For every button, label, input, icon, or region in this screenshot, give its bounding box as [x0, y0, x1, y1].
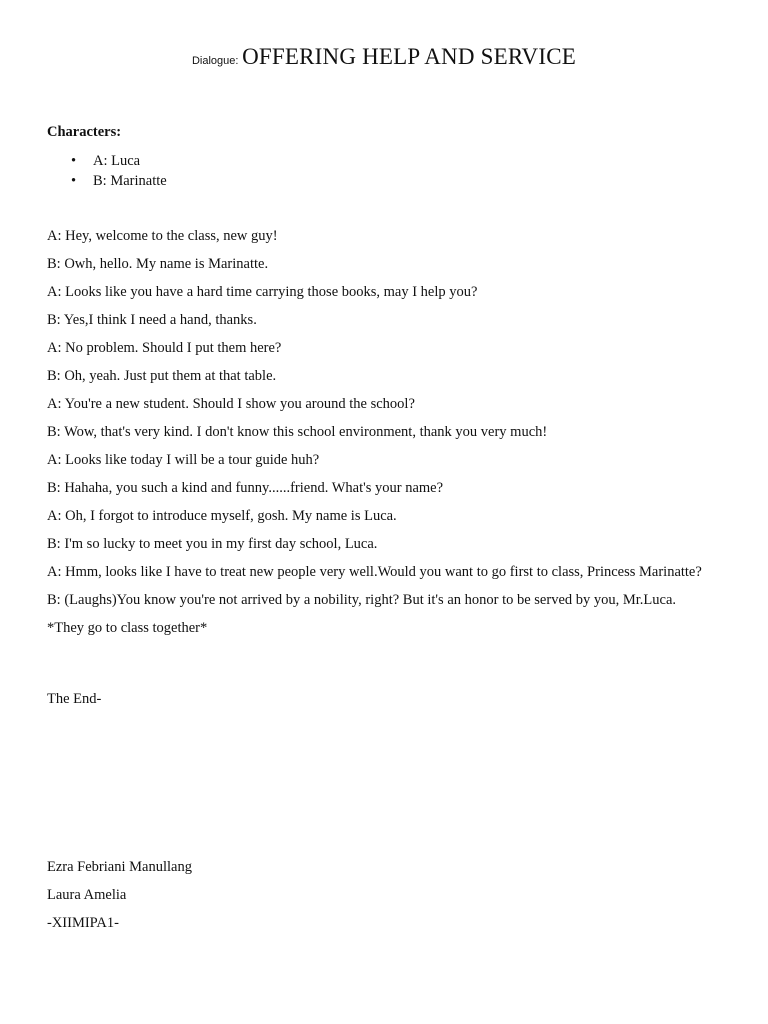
- document-title: [0, 44, 768, 70]
- dialogue-line: A: Looks like you have a hard time carrying those books, may I help you?: [47, 284, 478, 300]
- dialogue-line: B: Oh, yeah. Just put them at that table.: [47, 368, 277, 384]
- dialogue-line: B: Wow, that's very kind. I don't know this school environment, thank you very much!: [47, 424, 548, 440]
- dialogue-line: B: Hahaha, you such a kind and funny......friend. What's your name?: [47, 480, 444, 496]
- dialogue-line: A: You're a new student. Should I show you around the school?: [47, 396, 415, 412]
- bullet-icon: •: [71, 153, 77, 169]
- bullet-icon: •: [71, 173, 77, 189]
- dialogue-line: B: Owh, hello. My name is Marinatte.: [47, 256, 269, 272]
- character-item: [47, 172, 167, 192]
- character-label: B: Marinatte: [93, 173, 167, 189]
- title-prefix: Dialogue:: [191, 55, 239, 67]
- dialogue-line: B: I'm so lucky to meet you in my first day school, Luca.: [47, 536, 378, 552]
- character-item: [47, 152, 167, 172]
- dialogue-line: A: Hey, welcome to the class, new guy!: [47, 228, 278, 244]
- characters-heading: Characters:: [47, 124, 122, 140]
- ending-text: The End-: [47, 691, 102, 707]
- title-main: OFFERING HELP AND SERVICE: [242, 44, 577, 69]
- dialogue-line: B: Yes,I think I need a hand, thanks.: [47, 312, 257, 328]
- dialogue-line: B: (Laughs)You know you're not arrived by a nobility, right? But it's an honor to be served by you, Mr.Luca.: [47, 592, 677, 608]
- dialogue-lines: [47, 228, 727, 648]
- dialogue-line: A: No problem. Should I put them here?: [47, 340, 282, 356]
- dialogue-line: A: Hmm, looks like I have to treat new people very well.Would you want to go first to class, Princess Marinatte?: [47, 564, 702, 580]
- author-name: Ezra Febriani Manullang: [47, 859, 192, 875]
- author-name: Laura Amelia: [47, 887, 127, 903]
- dialogue-line: A: Looks like today I will be a tour guide huh?: [47, 452, 320, 468]
- dialogue-line: *They go to class together*: [47, 620, 208, 636]
- characters-list: [47, 152, 167, 192]
- dialogue-line: A: Oh, I forgot to introduce myself, gosh. My name is Luca.: [47, 508, 397, 524]
- character-label: A: Luca: [93, 153, 141, 169]
- author-class: -XIIMIPA1-: [47, 915, 119, 931]
- authors-list: [47, 859, 192, 943]
